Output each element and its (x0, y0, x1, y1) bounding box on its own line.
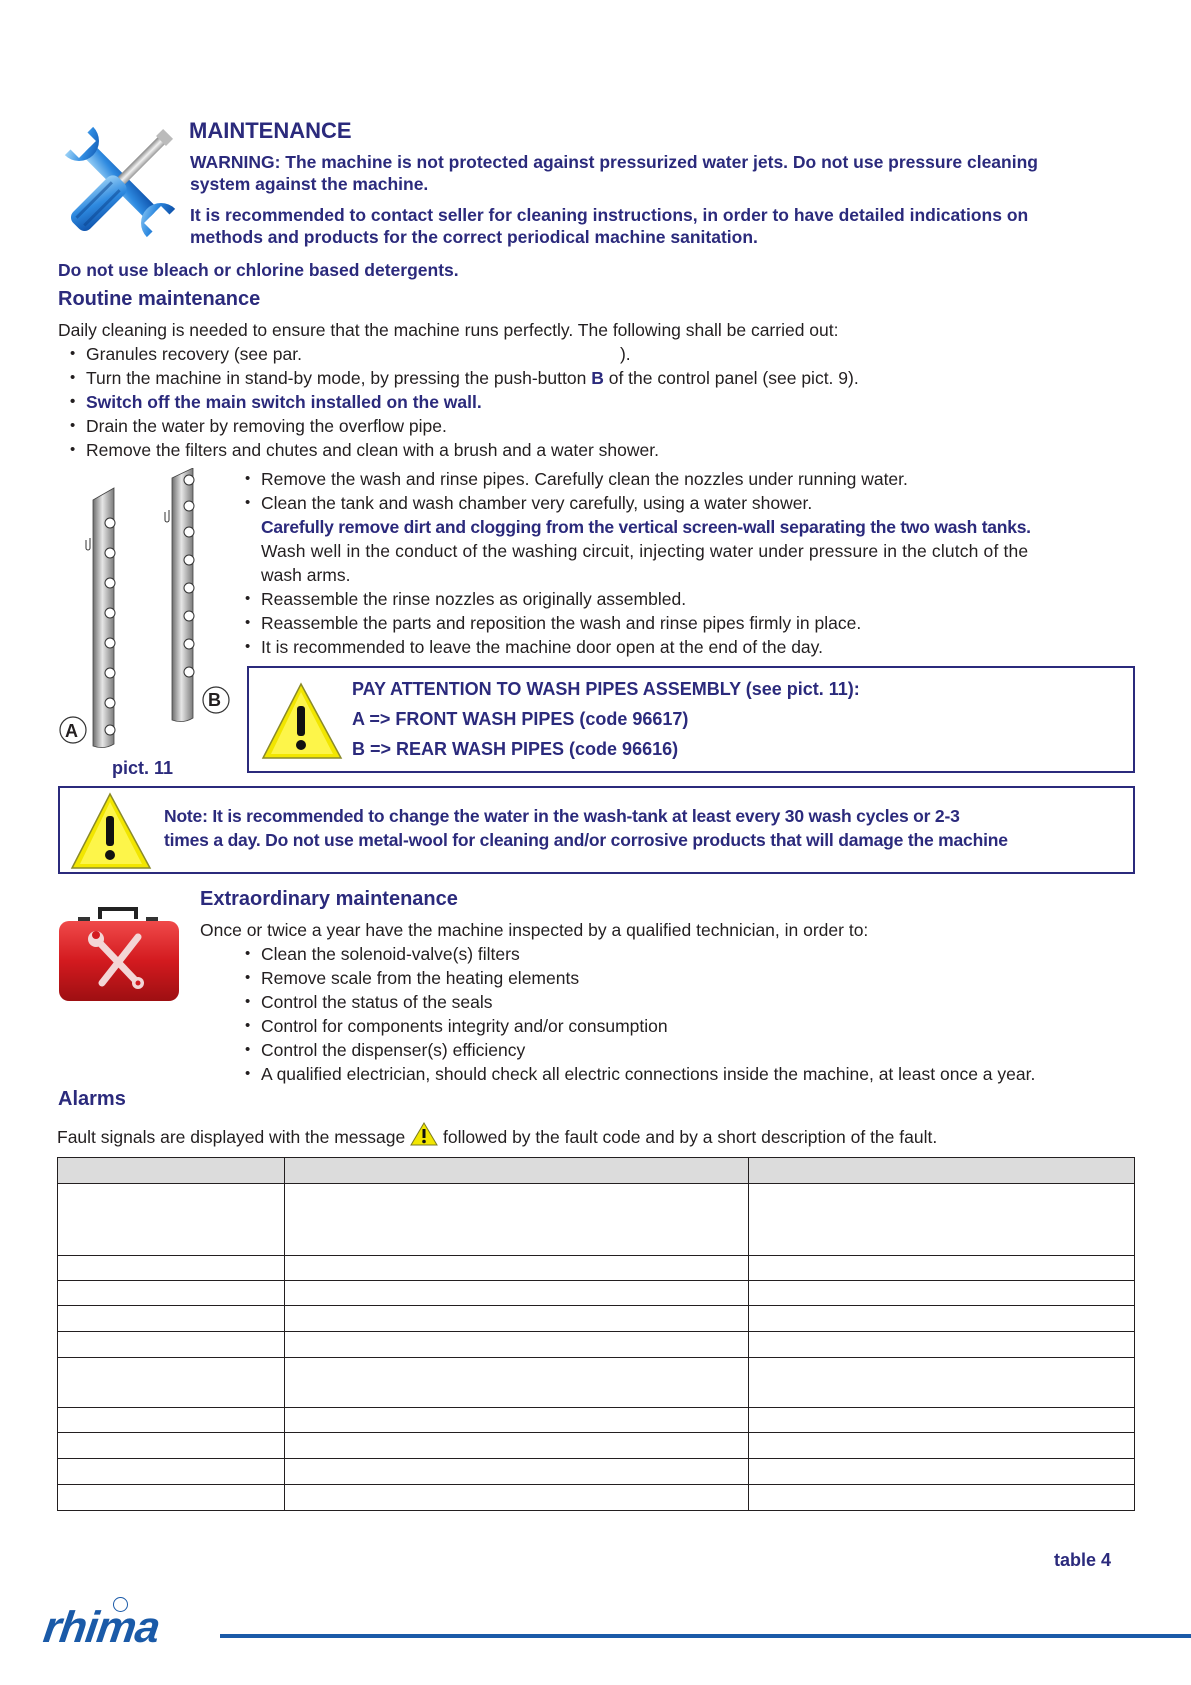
wash-circuit-note: Wash well in the conduct of the washing circuit, injecting water under pressure in the clutch of the wash arms. (261, 541, 1029, 585)
list-item: • It is recommended to leave the machine door open at the end of the day. (243, 635, 861, 659)
list-item: • Control the status of the seals (243, 990, 1035, 1014)
routine-intro: Daily cleaning is needed to ensure that the machine runs perfectly. The following shall be carried out: (58, 320, 839, 340)
table-row (58, 1433, 1135, 1459)
list-item: • Remove scale from the heating elements (243, 966, 1035, 990)
reassemble-list (243, 587, 861, 659)
list-item: • Remove the wash and rinse pipes. Carefully clean the nozzles under running water. (243, 467, 908, 491)
list-item: • A qualified electrician, should check all electric connections inside the machine, at least once a year. (243, 1062, 1035, 1086)
table-cell (284, 1306, 749, 1332)
table-row (58, 1485, 1135, 1511)
red-toolbox-icon (56, 905, 182, 1005)
extraordinary-intro: Once or twice a year have the machine inspected by a qualified technician, in order to: (200, 920, 869, 940)
table-row (58, 1408, 1135, 1433)
table-cell (58, 1256, 285, 1281)
extraordinary-maintenance-heading: Extraordinary maintenance (200, 888, 458, 910)
alarms-heading: Alarms (58, 1088, 126, 1110)
rear-pipes-code: B => REAR WASH PIPES (code 96616) (352, 739, 679, 759)
routine-list (68, 342, 859, 462)
table-cell (749, 1485, 1135, 1511)
table-cell (284, 1281, 749, 1306)
bleach-warning: Do not use bleach or chlorine based detergents. (58, 260, 459, 280)
table-cell (284, 1459, 749, 1485)
list-item: • Turn the machine in stand-by mode, by pressing the push-button B of the control panel (see pict. 9). (68, 366, 859, 390)
table-cell (284, 1358, 749, 1408)
footer-rule (220, 1634, 1191, 1638)
table-row (58, 1459, 1135, 1485)
warning-triangle-icon (259, 682, 343, 762)
table-cell (58, 1306, 285, 1332)
table-cell (749, 1408, 1135, 1433)
warning-triangle-icon (68, 792, 152, 872)
page-title: MAINTENANCE (189, 118, 352, 143)
table-row (58, 1332, 1135, 1358)
table-caption: table 4 (1054, 1550, 1112, 1570)
routine-pipes-list (243, 467, 908, 515)
table-cell (58, 1358, 285, 1408)
contact-seller-note: It is recommended to contact seller for cleaning instructions, in order to have detailed indications on methods and products for the correct periodical machine sanitation. (190, 205, 1029, 247)
list-item: • Remove the filters and chutes and clean with a brush and a water shower. (68, 438, 859, 462)
maintenance-tools-icon (56, 118, 184, 246)
table-cell (284, 1433, 749, 1459)
table-header-cell (749, 1158, 1135, 1184)
alarms-intro: Fault signals are displayed with the message followed by the fault code and by a short description of the fault. (57, 1122, 937, 1152)
table-cell (284, 1408, 749, 1433)
table-cell (58, 1184, 285, 1256)
table-row (58, 1281, 1135, 1306)
list-item: • Reassemble the rinse nozzles as originally assembled. (243, 587, 861, 611)
table-cell (749, 1332, 1135, 1358)
pressure-warning: WARNING: The machine is not protected against pressurized water jets. Do not use pressure cleaning system against the machine. (190, 152, 1038, 194)
table-cell (749, 1433, 1135, 1459)
table-cell (284, 1332, 749, 1358)
table-header-cell (284, 1158, 749, 1184)
table-row (58, 1306, 1135, 1332)
push-button-key: B (591, 368, 604, 388)
table-header-cell (58, 1158, 285, 1184)
table-cell (58, 1281, 285, 1306)
extraordinary-list (243, 942, 1035, 1086)
table-cell (58, 1433, 285, 1459)
alarms-table (57, 1157, 1135, 1511)
water-change-note-callout: Note: It is recommended to change the water in the wash-tank at least every 30 wash cycles or 2-3 times a day. Do not use metal-wool for cleaning and/or corrosive products that will damage the machine (58, 786, 1135, 874)
table-cell (284, 1184, 749, 1256)
wash-pipes-figure (56, 468, 236, 778)
list-item: • Reassemble the parts and reposition the wash and rinse pipes firmly in place. (243, 611, 861, 635)
table-cell (284, 1485, 749, 1511)
table-cell (749, 1459, 1135, 1485)
list-item: • Granules recovery (see par. ). (68, 342, 859, 366)
table-cell (749, 1281, 1135, 1306)
table-cell (749, 1306, 1135, 1332)
table-cell (58, 1332, 285, 1358)
table-row (58, 1184, 1135, 1256)
list-item: • Control for components integrity and/or consumption (243, 1014, 1035, 1038)
figure-caption: pict. 11 (112, 758, 174, 778)
wash-pipes-callout (247, 666, 1135, 773)
table-cell (58, 1485, 285, 1511)
table-row (58, 1256, 1135, 1281)
brand-logo: rhima (40, 1603, 163, 1652)
table-cell (749, 1256, 1135, 1281)
table-cell (58, 1408, 285, 1433)
list-item: • Clean the solenoid-valve(s) filters (243, 942, 1035, 966)
table-cell (749, 1184, 1135, 1256)
list-item: • Control the dispenser(s) efficiency (243, 1038, 1035, 1062)
warning-triangle-icon (410, 1122, 438, 1152)
table-cell (58, 1459, 285, 1485)
pipe-label-b: B (208, 690, 221, 710)
pipe-label-a: A (65, 721, 78, 741)
callout-title: PAY ATTENTION TO WASH PIPES ASSEMBLY (see pict. 11): (352, 679, 860, 699)
screen-wall-note: Carefully remove dirt and clogging from the vertical screen-wall separating the two wash tanks. (261, 517, 1031, 537)
list-item: • Drain the water by removing the overflow pipe. (68, 414, 859, 438)
table-header-row (58, 1158, 1135, 1184)
table-cell (284, 1256, 749, 1281)
list-item: • Clean the tank and wash chamber very carefully, using a water shower. (243, 491, 908, 515)
table-cell (749, 1358, 1135, 1408)
list-item-emphasis: • Switch off the main switch installed on the wall. (68, 390, 859, 414)
table-row (58, 1358, 1135, 1408)
front-pipes-code: A => FRONT WASH PIPES (code 96617) (352, 709, 689, 729)
routine-maintenance-heading: Routine maintenance (58, 288, 261, 310)
